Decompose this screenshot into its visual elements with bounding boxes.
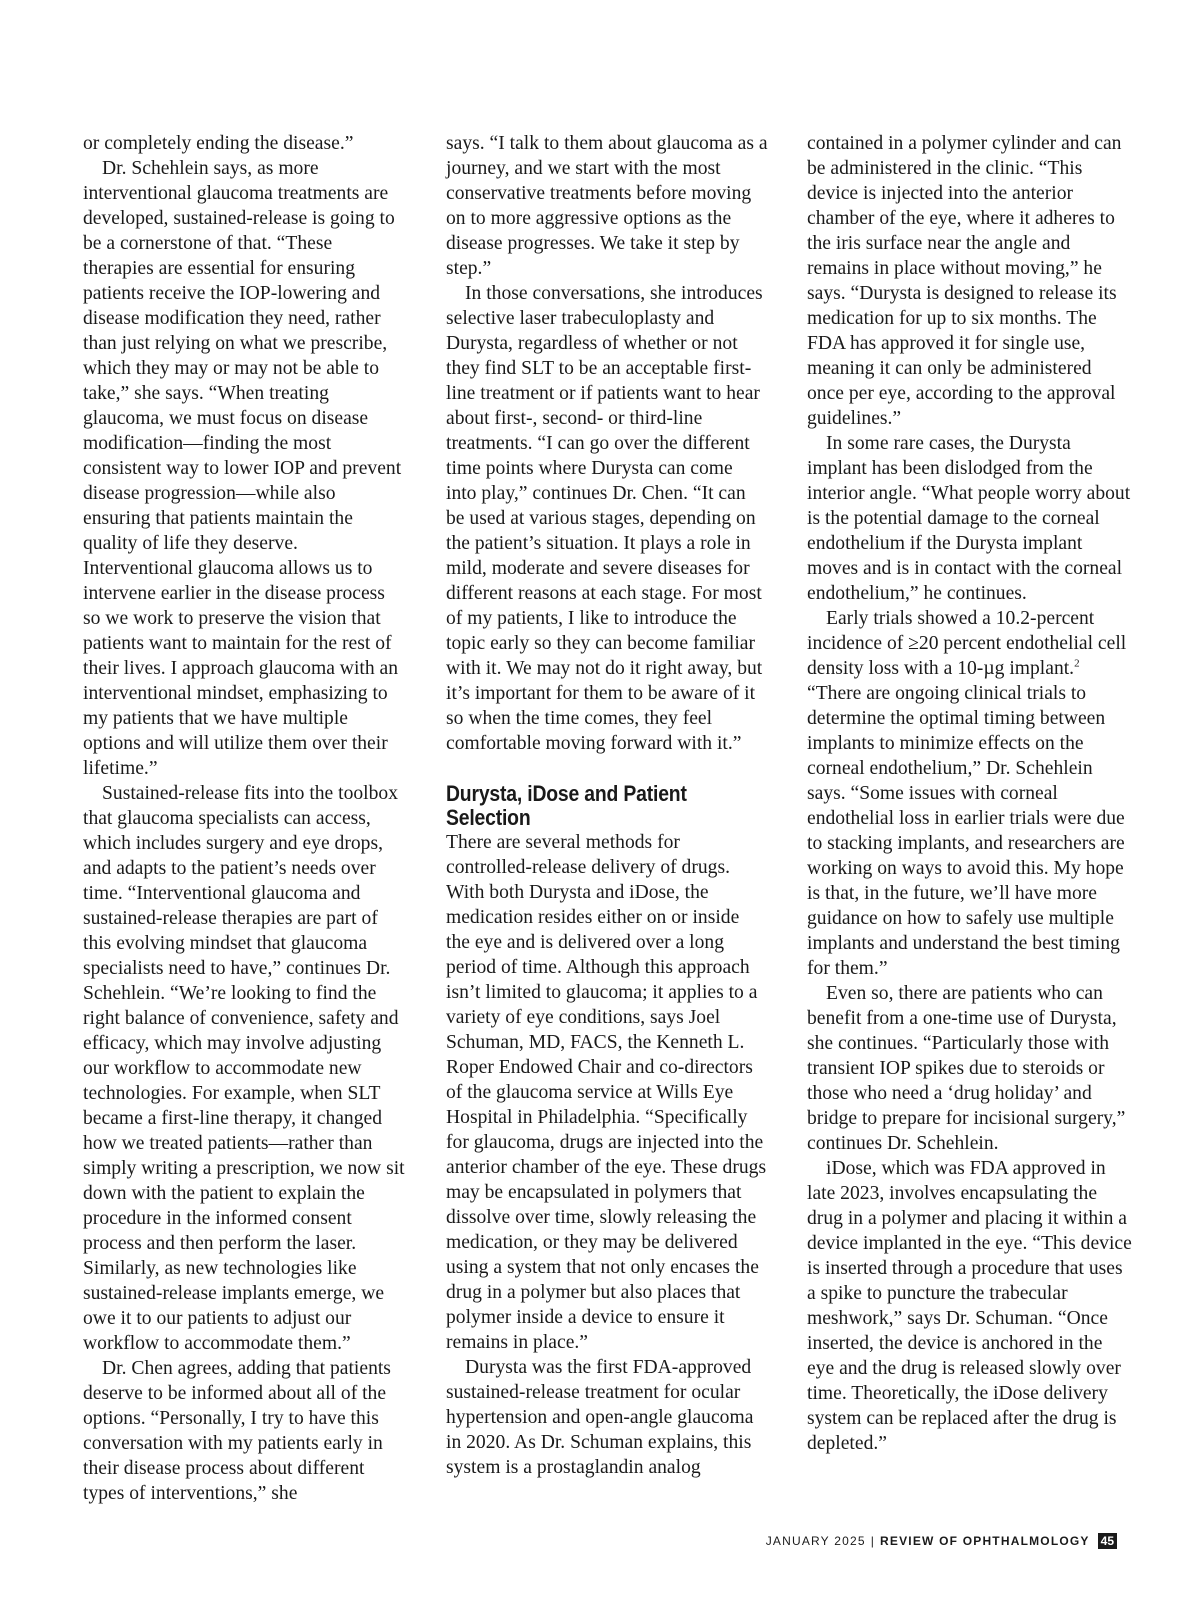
paragraph: or completely ending the disease.” — [83, 133, 354, 154]
paragraph: Sustained-release fits into the toolbox that glaucoma specialists can access, which includes surgery and eye drops, and adapts to the patient’s needs over time. “Interventional glaucoma and sustained-release therapies are part of this evolving mindset that glaucoma specialists need to have,” continues Dr. Schehlein. “We’re looking to find the right balance of convenience, safety and efficacy, which may involve adjusting our workflow to accommodate new technologies. For example, when SLT became a first-line therapy, it changed how we treated patients—rather than simply writing a prescription, we now sit down with the patient to explain the procedure in the informed consent process and then perform the laser. Similarly, as new technologies like sustained-release implants emerge, we owe it to our patients to adjust our workflow to accommodate them.” — [83, 783, 405, 1354]
paragraph: Even so, there are patients who can benefit from a one-time use of Durysta, she continues. “Particularly those with transient IOP spikes due to steroids or those who need a ‘drug holiday’ and bridge to prepare for incisional surgery,” continues Dr. Schehlein. — [807, 983, 1126, 1154]
issue-date: JANUARY 2025 — [765, 1534, 866, 1548]
paragraph: Dr. Chen agrees, adding that patients deserve to be informed about all of the options. “Personally, I try to have this conversation with my patients early in their disease process about different types of interventions,” she — [83, 1358, 391, 1504]
page-number: 45 — [1098, 1533, 1117, 1549]
paragraph: says. “I talk to them about glaucoma as a journey, and we start with the most conservative treatments before moving on to more aggressive options as the disease progresses. We take it step by step.” — [446, 133, 768, 279]
paragraph: contained in a polymer cylinder and can be administered in the clinic. “This device is injected into the anterior chamber of the eye, where it adheres to the iris surface near the angle and remains in place without moving,” he says. “Durysta is designed to release its medication for up to six months. The FDA has approved it for single use, meaning it can only be administered once per eye, according to the approval guidelines.” — [807, 133, 1122, 429]
paragraph: There are several methods for controlled-release delivery of drugs. With both Durysta and iDose, the medication resides either on or inside the eye and is delivered over a long period of time. Although this approach isn’t limited to glaucoma; it applies to a variety of eye conditions, says Joel Schuman, MD, FACS, the Kenneth L. Roper Endowed Chair and co-directors of the glaucoma service at Wills Eye Hospital in Philadelphia. “Specifically for glaucoma, drugs are injected into the anterior chamber of the eye. These drugs may be encapsulated in polymers that dissolve over time, slowly releasing the medication, or they may be delivered using a system that not only encases the drug in a polymer but also places that polymer inside a device to ensure it remains in place.” — [446, 832, 767, 1353]
section-heading: Durysta, iDose and Patient Selection — [446, 781, 687, 830]
article-column-1 — [83, 131, 405, 1506]
footer-separator: | — [870, 1534, 876, 1548]
paragraph: “There are ongoing clinical trials to determine the optimal timing between implants to minimize effects on the corneal endothelium,” Dr. Schehlein says. “Some issues with corneal endothelial loss in earlier trials were due to stacking implants, and researchers are working on ways to avoid this. My hope is that, in the future, we’ll have more guidance on how to safely use multiple implants and understand the best timing for them.” — [807, 683, 1125, 979]
journal-name: REVIEW OF OPHTHALMOLOGY — [880, 1534, 1090, 1548]
paragraph: In some rare cases, the Durysta implant has been dislodged from the interior angle. “What people worry about is the potential damage to the corneal endothelium if the Durysta implant moves and is in contact with the corneal endothelium,” he continues. — [807, 433, 1131, 604]
paragraph: In those conversations, she introduces selective laser trabeculoplasty and Durysta, regardless of whether or not they find SLT to be an acceptable first-line treatment or if patients want to hear about first-, second- or third-line treatments. “I can go over the different time points where Durysta can come into play,” continues Dr. Chen. “It can be used at various stages, depending on the patient’s situation. It plays a role in mild, moderate and severe diseases for different reasons at each stage. For most of my patients, I like to introduce the topic early so they can become familiar with it. We may not do it right away, but it’s important for them to be aware of it so when the time comes, they feel comfortable moving forward with it.” — [446, 283, 763, 754]
page-footer — [766, 1533, 1117, 1549]
article-column-3 — [807, 131, 1133, 1456]
paragraph-text: Early trials showed a 10.2-percent incidence of ≥20 percent endothelial cell density loss with a 10-µg implant. — [807, 608, 1127, 679]
footnote-reference[interactable]: 2 — [1074, 657, 1080, 670]
paragraph: Dr. Schehlein says, as more interventional glaucoma treatments are developed, sustained-release is going to be a cornerstone of that. “These therapies are essential for ensuring patients receive the IOP-lowering and disease modification they need, rather than just relying on what we prescribe, which they may or may not be able to take,” she says. “When treating glaucoma, we must focus on disease modification—finding the most consistent way to lower IOP and prevent disease progression—while also ensuring that patients maintain the quality of life they deserve. Interventional glaucoma allows us to intervene earlier in the disease process so we work to preserve the vision that patients want to maintain for the rest of their lives. I approach glaucoma with an interventional mindset, emphasizing to my patients that we have multiple options and will utilize them over their lifetime.” — [83, 158, 402, 779]
paragraph: iDose, which was FDA approved in late 2023, involves encapsulating the drug in a polymer and placing it within a device implanted in the eye. “This device is inserted through a procedure that uses a spike to puncture the trabecular meshwork,” says Dr. Schuman. “Once inserted, the device is anchored in the eye and the drug is released slowly over time. Theoretically, the iDose delivery system can be replaced after the drug is depleted.” — [807, 1158, 1132, 1454]
paragraph: Durysta was the first FDA-approved sustained-release treatment for ocular hypertension and open-angle glaucoma in 2020. As Dr. Schuman explains, this system is a prostaglandin analog — [446, 1357, 754, 1478]
article-column-2 — [446, 131, 768, 1480]
paragraph — [807, 606, 1133, 681]
